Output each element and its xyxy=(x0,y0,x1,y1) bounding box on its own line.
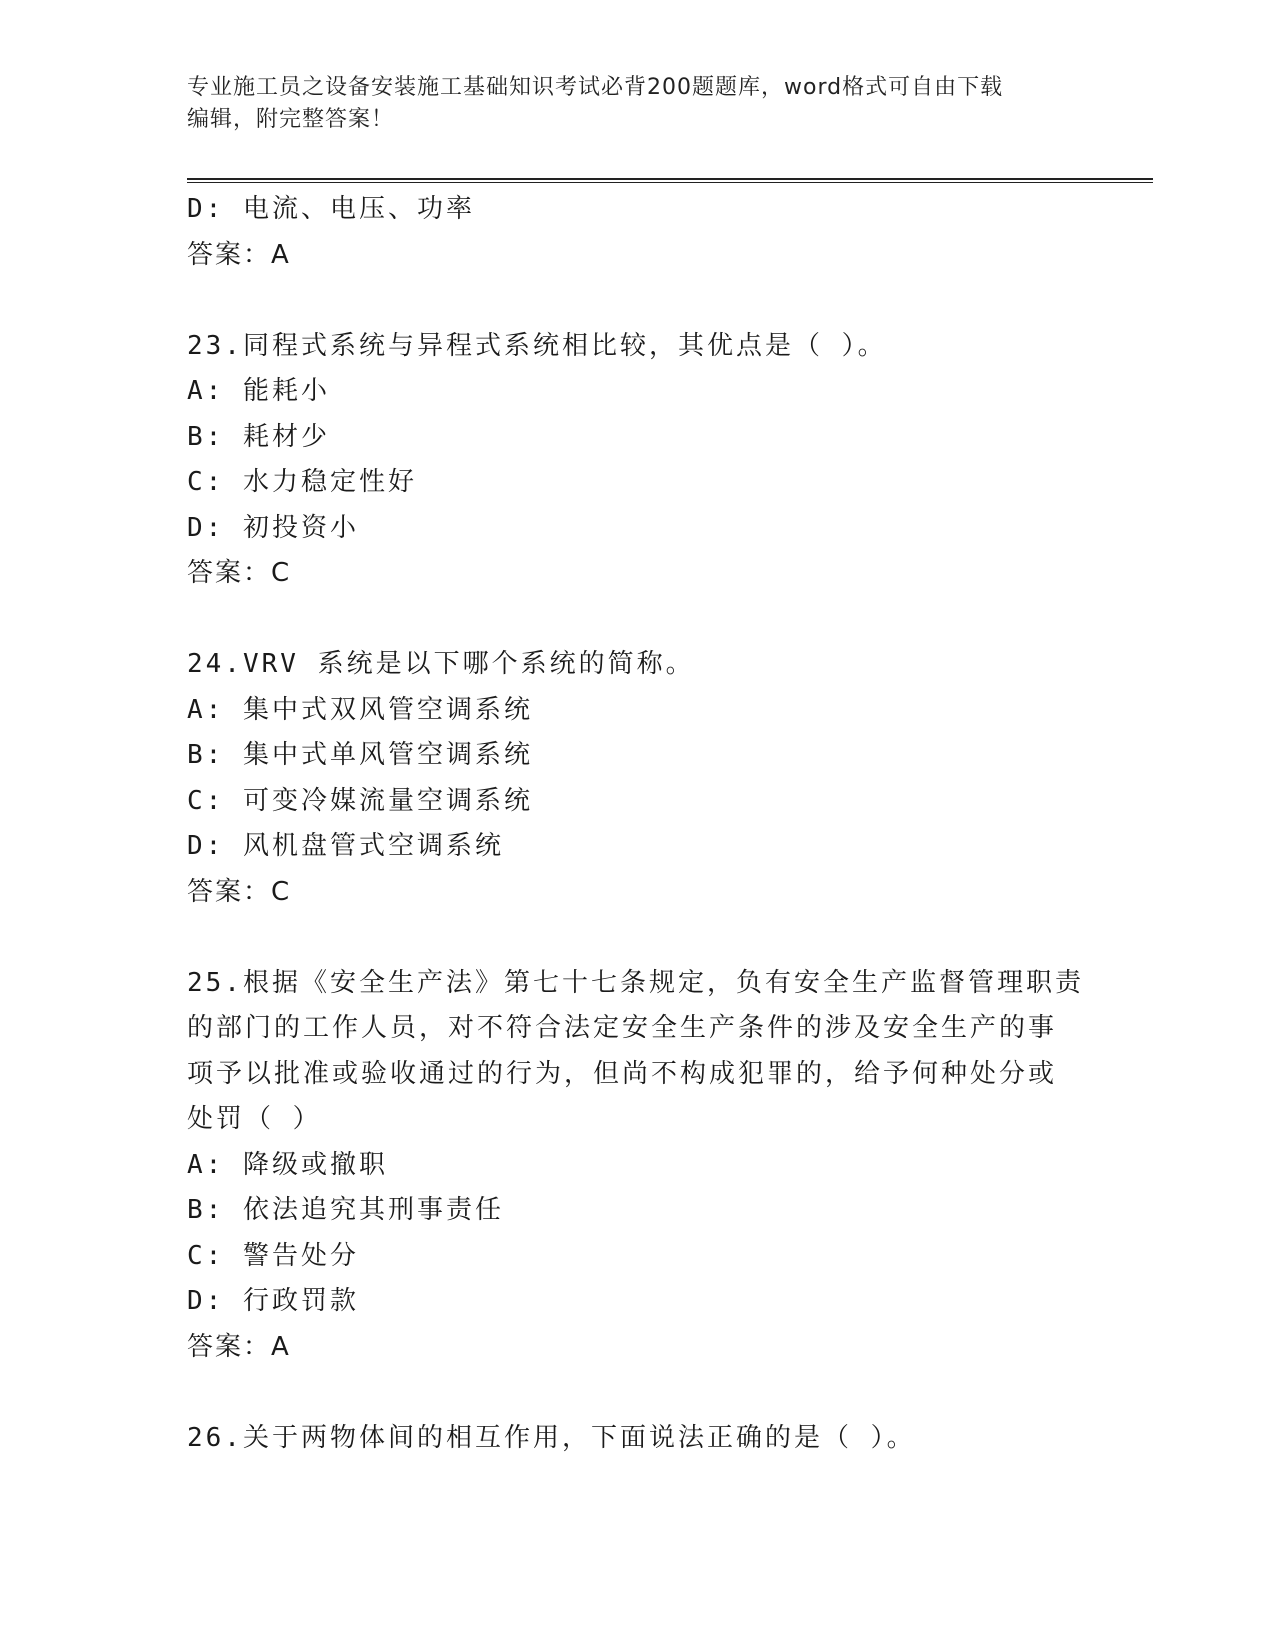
option-c: C: 可变冷媒流量空调系统 xyxy=(187,785,533,816)
option-c: C: 水力稳定性好 xyxy=(187,467,417,497)
option-b: B: 耗材少 xyxy=(187,421,330,452)
question-25-line-2: 的部门的工作人员，对不符合法定安全生产条件的涉及安全生产的事 xyxy=(187,1013,1058,1043)
option-a: A: 集中式双风管空调系统 xyxy=(187,694,533,725)
question-25-line-4: 处罚（ ） xyxy=(187,1104,322,1134)
header-line-2: 编辑，附完整答案！ xyxy=(187,107,395,132)
question-23: 23.同程式系统与异程式系统相比较，其优点是（ ）。 xyxy=(187,330,887,361)
answer-label: 答案：C xyxy=(187,558,292,588)
spacer xyxy=(187,597,1087,643)
option-c: C: 警告处分 xyxy=(187,1240,359,1271)
option-b: B: 依法追究其刑事责任 xyxy=(187,1195,504,1225)
question-25-line-1: 25.根据《安全生产法》第七十七条规定，负有安全生产监督管理职责 xyxy=(187,967,1084,998)
answer-label: 答案：C xyxy=(187,876,292,907)
spacer xyxy=(187,915,1087,961)
answer-label: 答案：A xyxy=(187,1331,291,1362)
question-25-line-3: 项予以批准或验收通过的行为，但尚不构成犯罪的，给予何种处分或 xyxy=(187,1058,1058,1089)
spacer xyxy=(187,278,1087,324)
option-d: D: 电流、电压、功率 xyxy=(187,194,475,224)
option-d: D: 风机盘管式空调系统 xyxy=(187,831,504,861)
option-d: D: 行政罚款 xyxy=(187,1286,359,1316)
header-line-1: 专业施工员之设备安装施工基础知识考试必背200题题库，word格式可自由下载 xyxy=(187,75,1004,100)
document-header xyxy=(187,72,1067,136)
option-b: B: 集中式单风管空调系统 xyxy=(187,740,533,770)
header-divider xyxy=(187,178,1153,183)
answer-label: 答案：A xyxy=(187,239,291,270)
question-24: 24.VRV 系统是以下哪个系统的简称。 xyxy=(187,649,695,679)
question-list xyxy=(187,187,1087,1461)
option-d: D: 初投资小 xyxy=(187,512,359,543)
spacer xyxy=(187,1370,1087,1416)
option-a: A: 降级或撤职 xyxy=(187,1149,388,1180)
option-a: A: 能耗小 xyxy=(187,376,330,406)
question-26: 26.关于两物体间的相互作用，下面说法正确的是（ ）。 xyxy=(187,1422,916,1453)
